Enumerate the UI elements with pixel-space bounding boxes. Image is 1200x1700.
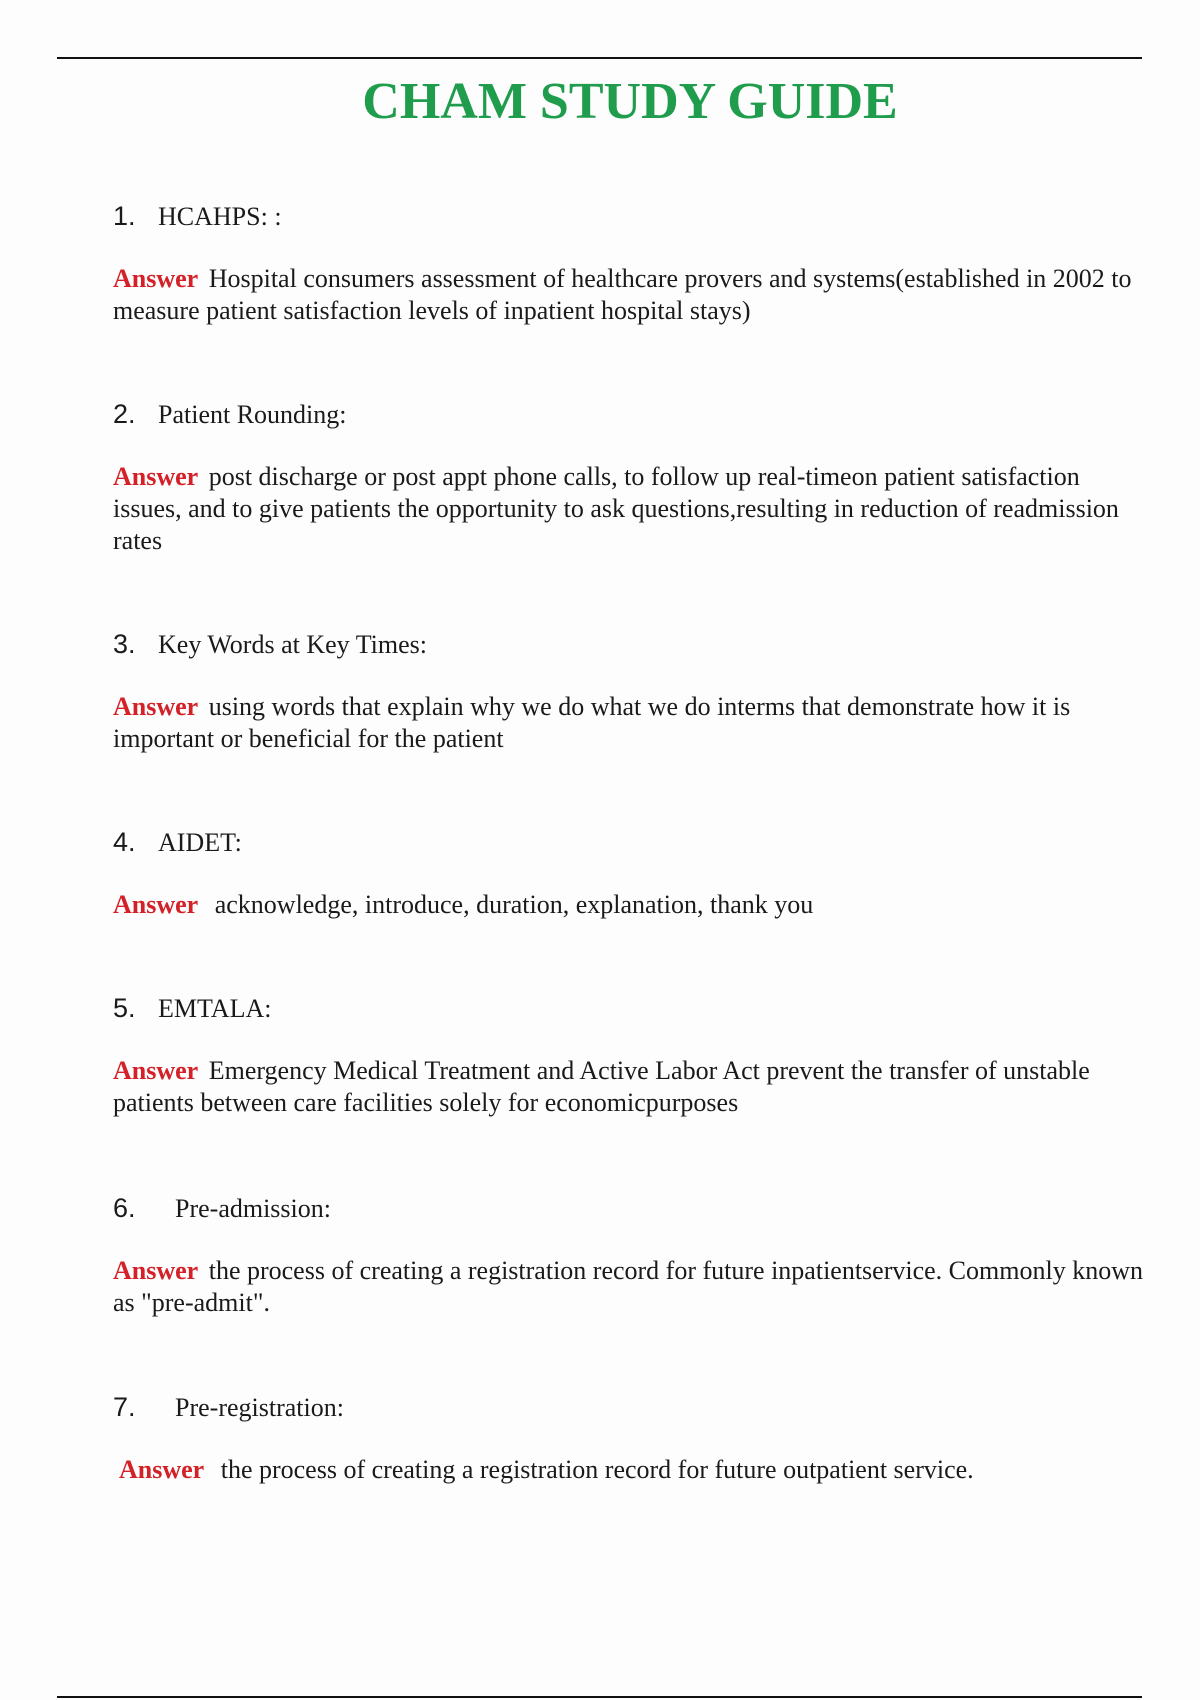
question-text: Pre-registration: xyxy=(175,1393,344,1422)
question-row xyxy=(113,826,1143,859)
question-text: AIDET: xyxy=(158,828,242,857)
question-row xyxy=(113,1192,1143,1225)
question-row xyxy=(113,1391,1143,1424)
qa-item-6 xyxy=(113,1192,1143,1319)
answer-text: using words that explain why we do what we do interms that demonstrate how it is important or beneficial for the patient xyxy=(113,692,1071,753)
answer-block xyxy=(113,461,1143,557)
answer-text: the process of creating a registration record for future inpatientservice. Commonly known as "pre-admit". xyxy=(113,1256,1143,1317)
answer-block xyxy=(119,1454,1143,1486)
answer-label: Answer xyxy=(113,890,199,919)
top-rule xyxy=(57,57,1142,59)
question-text: Key Words at Key Times: xyxy=(158,630,427,659)
qa-item-3 xyxy=(113,628,1143,755)
qa-item-1 xyxy=(113,200,1143,327)
qa-item-2 xyxy=(113,398,1143,557)
answer-text: post discharge or post appt phone calls, to follow up real-timeon patient satisfaction issues, and to give patients the opportunity to ask questions,resulting in reduction of readmission rates xyxy=(113,462,1119,555)
question-text: Pre-admission: xyxy=(175,1194,331,1223)
answer-label: Answer xyxy=(113,692,199,721)
question-text: EMTALA: xyxy=(158,994,272,1023)
question-text: Patient Rounding: xyxy=(158,400,347,429)
question-number: 4. xyxy=(113,827,136,857)
qa-item-4 xyxy=(113,826,1143,921)
page-title: CHAM STUDY GUIDE xyxy=(362,73,898,130)
question-text: HCAHPS: : xyxy=(158,202,282,231)
question-number: 3. xyxy=(113,629,136,659)
question-row xyxy=(113,200,1143,233)
question-number: 1. xyxy=(113,201,136,231)
question-number: 5. xyxy=(113,993,136,1023)
answer-text: acknowledge, introduce, duration, explanation, thank you xyxy=(214,890,814,919)
question-row xyxy=(113,398,1143,431)
answer-text: Hospital consumers assessment of healthcare provers and systems(established in 2002 to measure patient satisfaction levels of inpatient hospital stays) xyxy=(113,264,1132,325)
question-number: 7. xyxy=(113,1392,136,1422)
answer-text: Emergency Medical Treatment and Active Labor Act prevent the transfer of unstable patients between care facilities solely for economicpurposes xyxy=(113,1056,1090,1117)
answer-text: the process of creating a registration record for future outpatient service. xyxy=(220,1455,974,1484)
answer-block xyxy=(113,889,1143,921)
answer-label: Answer xyxy=(113,264,199,293)
answer-block xyxy=(113,263,1143,327)
qa-item-7 xyxy=(113,1391,1143,1486)
answer-label: Answer xyxy=(113,1056,199,1085)
bottom-rule xyxy=(57,1696,1142,1698)
answer-block xyxy=(113,691,1143,755)
question-row xyxy=(113,628,1143,661)
answer-label: Answer xyxy=(119,1455,205,1484)
question-number: 6. xyxy=(113,1193,136,1223)
answer-block xyxy=(113,1055,1143,1119)
question-number: 2. xyxy=(113,399,136,429)
qa-item-5 xyxy=(113,992,1143,1119)
answer-label: Answer xyxy=(113,1256,199,1285)
answer-block xyxy=(113,1255,1143,1319)
question-row xyxy=(113,992,1143,1025)
answer-label: Answer xyxy=(113,462,199,491)
